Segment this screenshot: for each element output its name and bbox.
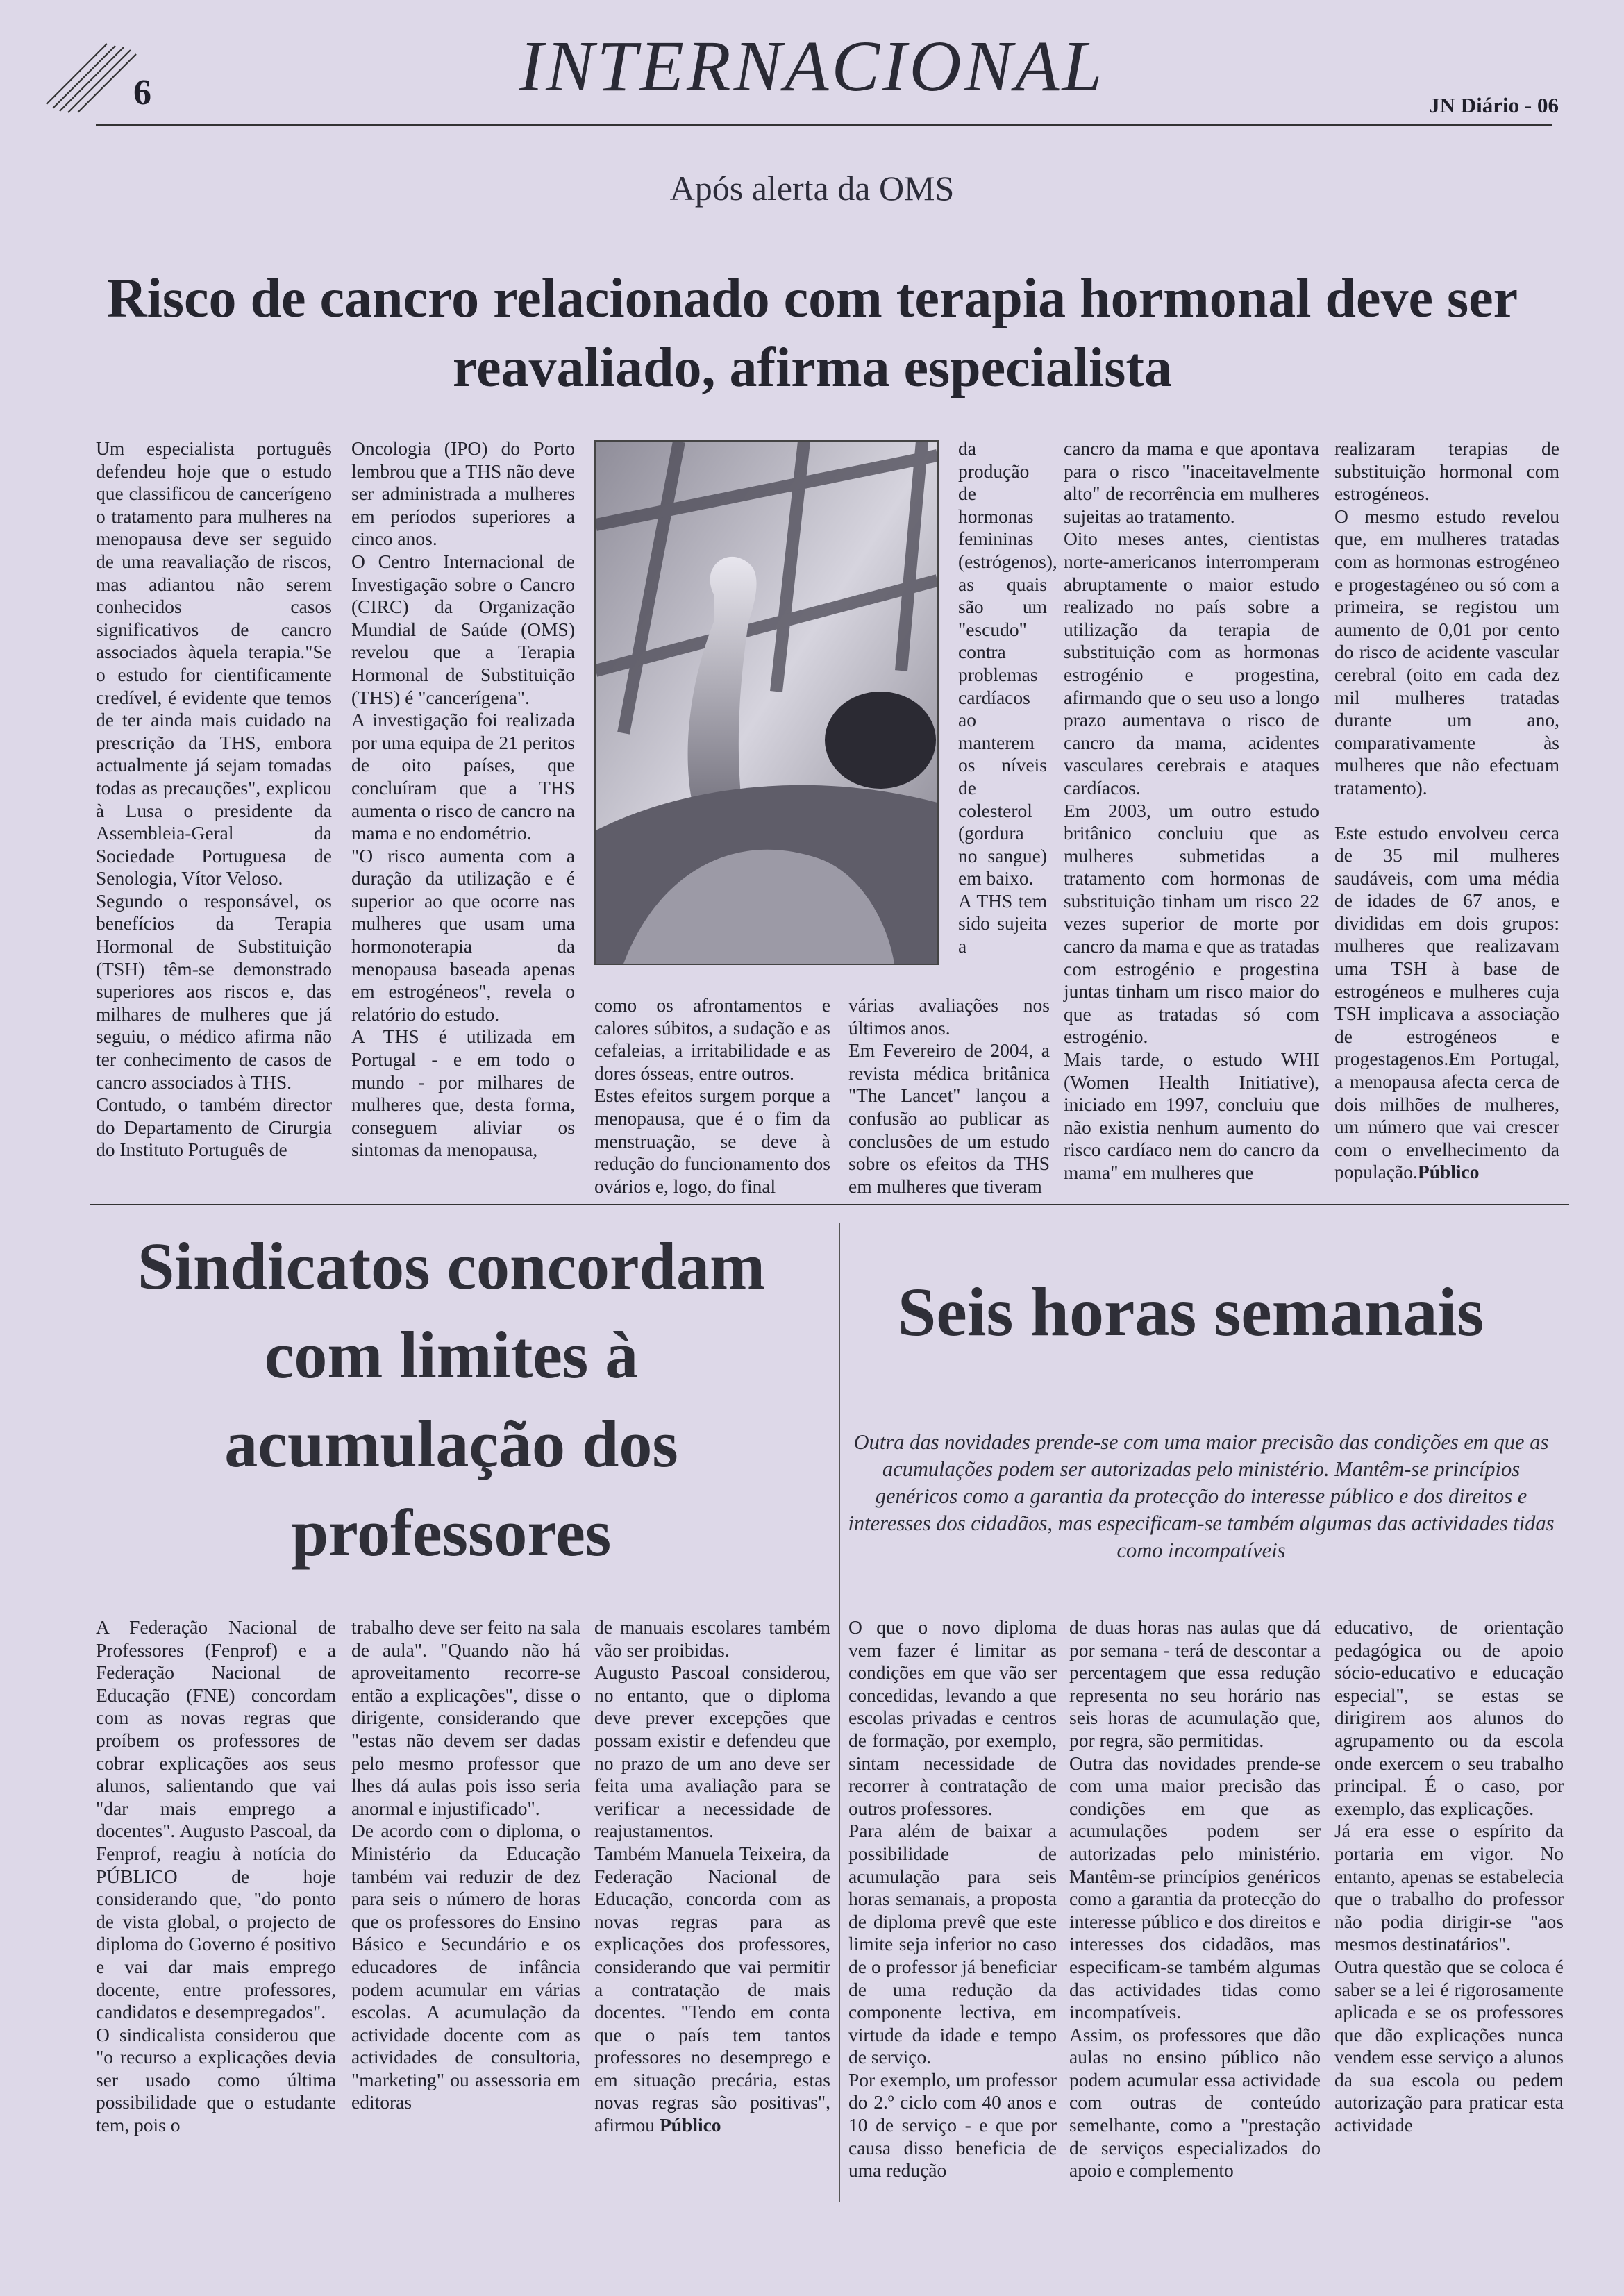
paragraph: A THS é utilizada em Portugal - e em todo o mundo - por milhares de mulheres que, desta forma, conseguem aliviar os sintomas da menopausa, (351, 1025, 575, 1161)
paragraph: Em Fevereiro de 2004, a revista médica britânica "The Lancet" lançou a confusão ao publicar as conclusões de um estudo sobre os efeitos da THS em mulheres que tiveram (848, 1039, 1050, 1197)
publication-label: JN Diário - 06 (1429, 93, 1559, 117)
paragraph: Por exemplo, um professor do 2.º ciclo com 40 anos e 10 de serviço - e que por causa disso beneficia de uma redução (848, 2068, 1057, 2181)
paragraph: Assim, os professores que dão aulas no ensino público não podem acumular essa actividade com outras de conteúdo semelhante, como a "prestação de serviços especializados do apoio e complemento (1069, 2023, 1321, 2181)
article-column-2 (1069, 1616, 1321, 2182)
paragraph: A Federação Nacional de Professores (Fenprof) e a Federação Nacional de Educação (FNE) concordam com as novas regras que proíbem os professores de cobrar explicações aos seus alunos, salientando que vai "dar mais emprego a docentes". Augusto Pascoal, da Fenprof, reagiu à notícia do PÚBLICO de hoje considerando que, "do ponto de vista global, o projecto de diploma do Governo é positivo e vai dar mais emprego docente, entre professores, candidatos e desempregados". (96, 1616, 336, 2023)
article-column-4 (848, 994, 1050, 1198)
article-column-3 (1334, 1616, 1564, 2137)
article-column-4-narrow (958, 437, 1057, 958)
paragraph: O Centro Internacional de Investigação sobre o Cancro (CIRC) da Organização Mundial de Saúde (OMS) revelou que a Terapia Hormonal de Substituição (THS) é "cancerígena". (351, 550, 575, 708)
article-divider (90, 1204, 1569, 1205)
paragraph: De acordo com o diploma, o Ministério da Educação também vai reduzir de dez para seis o número de horas que os professores do Ensino Básico e Secundário e os educadores de infância podem acumular em várias escolas. A acumulação da actividade docente com as actividades de consultoria, "marketing" ou assessoria em editoras (351, 1820, 580, 2113)
paragraph: Já era esse o espírito da portaria em vigor. No entanto, apenas se estabelecia que o trabalho do professor não podia dirigir-se "aos mesmos destinatários". (1334, 1820, 1564, 1955)
article-photo (594, 440, 939, 965)
article-byline: Público (659, 2114, 721, 2136)
paragraph-text: Também Manuela Teixeira, da Federação Nacional de Educação, concorda com as novas regras para as explicações dos professores, considerando que vai permitir a contratação de mais docentes. "Tendo em conta que o país tem tantos professores no desemprego e em situação precária, estas novas regras são positivas", afirmou (594, 1842, 830, 2136)
header-rule (96, 124, 1552, 126)
article-standfirst: Outra das novidades prende-se com uma maior precisão das condições em que as acumulações podem ser autorizadas pelo ministério. Mantêm-se princípios genéricos como a garantia da protecção do interesse público e dos direitos e interesses dos cidadãos, mas especificam-se também algumas das actividades tidas como incompatíveis (848, 1430, 1555, 1562)
section-title: INTERNACIONAL (519, 26, 1105, 106)
paragraph: Augusto Pascoal considerou, no entanto, que o diploma deve prever excepções que possam existir e defendeu que no prazo de um ano deve ser feita uma avaliação para se verificar a necessidade de reajustamentos. (594, 1661, 830, 1842)
paragraph: várias avaliações nos últimos anos. (848, 994, 1050, 1039)
paragraph-text: Este estudo envolveu cerca de 35 mil mulheres saudáveis, com uma média de idades de 67 anos, e divididas em dois grupos: mulheres que realizavam uma TSH à base de estrogéneos e mulheres cuja TSH implicava a associação de estrogéneos e progestagenos.Em Portugal, a menopausa afecta cerca de dois milhões de mulheres, um número que vai crescer com o envelhecimento da população. (1334, 821, 1559, 1183)
paragraph: realizaram terapias de substituição hormonal com estrogéneos. (1334, 437, 1559, 505)
article-column-6 (1334, 437, 1559, 1184)
paragraph: trabalho deve ser feito na sala de aula". "Quando não há aproveitamento recorre-se então a explicações", disse o dirigente, considerando que "estas não devem ser dadas pelo mesmo professor que lhes dá aulas pois isso seria anormal e injustificado". (351, 1616, 580, 1819)
paragraph: de duas horas nas aulas que dá por semana - terá de descontar a percentagem que essa redução representa no seu horário nas seis horas de acumulação que, por regra, são permitidas. (1069, 1616, 1321, 1751)
article-byline: Público (1417, 1161, 1480, 1183)
paragraph: Oito meses antes, cientistas norte-americanos interromperam abruptamente o maior estudo realizado no país sobre a utilização da terapia de substituição com as hormonas estrogénio e progestina, afirmando que o seu uso a longo prazo aumentava o risco de cancro da mama, acidentes vasculares cerebrais e ataques cardíacos. (1064, 528, 1319, 798)
article-headline: Risco de cancro relacionado com terapia hormonal deve ser reavaliado, afirma especialista (106, 268, 1518, 399)
paragraph: como os afrontamentos e calores súbitos, a sudação e as cefaleias, a irritabilidade e as dores ósseas, entre outros. (594, 994, 830, 1084)
paragraph: Outra das novidades prende-se com uma maior precisão das condições em que as acumulações podem ser autorizadas pelo ministério. Mantêm-se princípios genéricos como a garantia da protecção do interesse público e dos direitos e interesses dos cidadãos, mas especificam-se também algumas das actividades tidas como incompatíveis. (1069, 1752, 1321, 2023)
paragraph: Outra questão que se coloca é saber se a lei é rigorosamente aplicada e se os professores que dão explicações nunca vendem esse serviço a alunos da sua escola ou pedem autorização para praticar esta actividade (1334, 1955, 1564, 2136)
paragraph: de manuais escolares também vão ser proibidas. (594, 1616, 830, 1661)
paragraph: Para além de baixar a possibilidade de acumulação para seis horas semanais, a proposta de diploma prevê que este limite seja inferior no caso de o professor já beneficiar de uma redução da componente lectiva, em virtude da idade e tempo de serviço. (848, 1820, 1057, 2068)
paragraph: Mais tarde, o estudo WHI (Women Health Initiative), iniciado em 1997, concluiu que não existia nenhum aumento do risco cardíaco nem do cancro da mama" em mulheres que (1064, 1048, 1319, 1183)
paragraph: "O risco aumenta com a duração da utilização e é superior ao que ocorre nas mulheres que usam uma hormonoterapia da menopausa baseada apenas em estrogéneos", revela o relatório do estudo. (351, 844, 575, 1025)
paragraph (594, 1843, 830, 2137)
article-column-1 (848, 1616, 1057, 2182)
paragraph: cancro da mama e que apontava para o risco "inaceitavelmente alto" de recorrência em mulheres sujeitas ao tratamento. (1064, 437, 1319, 527)
paragraph: A THS tem sido sujeita a (958, 889, 1047, 957)
article-column-2 (351, 1616, 580, 2114)
paragraph: Um especialista português defendeu hoje que o estudo que classificou de cancerígeno o tratamento para mulheres na menopausa deve ser seguido de uma reavaliação de riscos, mas adiantou não serem conhecidos casos significativos de cancro associados àquela terapia."Se o estudo for cientificamente credível, é evidente que temos de ter ainda mais cuidado na prescrição da THS, embora actualmente já sejam tomadas todas as precauções", explicou à Lusa o presidente da Assembleia-Geral da Sociedade Portuguesa de Senologia, Vítor Veloso. (96, 437, 332, 889)
paragraph: A investigação foi realizada por uma equipa de 21 peritos de oito países, que concluíram que a THS aumenta o risco de cancro na mama e no endométrio. (351, 709, 575, 844)
article-kicker: Após alerta da OMS (669, 169, 955, 208)
paragraph: Contudo, o também director do Departamento de Cirurgia do Instituto Português de (96, 1093, 332, 1161)
paragraph: Segundo o responsável, os benefícios da Terapia Hormonal de Substituição (TSH) têm-se demonstrado superiores aos riscos e, das milhares de mulheres que já seguiu, o médico afirma não ter conhecimento de casos de cancro associados à THS. (96, 889, 332, 1093)
article-headline: Seis horas semanais (897, 1273, 1484, 1350)
article-column-3 (594, 1616, 830, 2137)
paragraph: Estes efeitos surgem porque a menopausa, que é o fim da menstruação, se deve à redução do funcionamento dos ovários e, logo, do final (594, 1084, 830, 1197)
paragraph: da produção de hormonas femininas (estrógenos), as quais são um "escudo" contra problemas cardíacos ao manterem os níveis de colesterol (gordura no sangue) em baixo. (958, 437, 1057, 889)
page-number: 6 (133, 73, 151, 112)
article-column-3 (594, 994, 830, 1198)
paragraph (1334, 800, 1559, 822)
article-column-1 (96, 1616, 336, 2137)
paragraph: O que o novo diploma vem fazer é limitar as condições em que vão ser concedidas, levando a que escolas privadas e centros de formação, por exemplo, sintam necessidade de recorrer à contratação de outros professores. (848, 1616, 1057, 1819)
column-divider (839, 1223, 840, 2202)
article-column-2 (351, 437, 575, 1162)
paragraph: Em 2003, um outro estudo britânico concluiu que as mulheres submetidas a tratamento com hormonas de substituição tinham um risco 22 vezes superior de morte por cancro da mama e que as tratadas com estrogénio e progestina juntas tinham um risco maior do que as tratadas só com estrogénio. (1064, 799, 1320, 1048)
paragraph: Oncologia (IPO) do Porto lembrou que a THS não deve ser administrada a mulheres em períodos superiores a cinco anos. (351, 437, 575, 550)
paragraph: O mesmo estudo revelou que, em mulheres tratadas com as hormonas estrogéneo e progestagéneo ou só com a primeira, se registou um aumento de 0,01 por cento do risco de acidente vascular cerebral (oito em cada dez mil mulheres tratadas durante um ano, comparativamente às mulheres que não efectuam tratamento). (1334, 505, 1559, 798)
article-headline: Sindicatos concordam com limites à acumulação dos professores (137, 1229, 766, 1570)
article-column-5 (1064, 437, 1319, 1184)
article-column-1 (96, 437, 332, 1162)
paragraph: O sindicalista considerou que "o recurso a explicações devia ser usado como última possibilidade que o estudante tem, pois o (96, 2023, 336, 2136)
paragraph (1334, 822, 1559, 1184)
paragraph: educativo, de orientação pedagógica ou de apoio sócio-educativo e educação especial", se estas se dirigirem aos alunos do agrupamento ou da escola onde exercem o seu trabalho principal. É o caso, por exemplo, das explicações. (1334, 1616, 1564, 1819)
photo-illustration (596, 442, 937, 964)
